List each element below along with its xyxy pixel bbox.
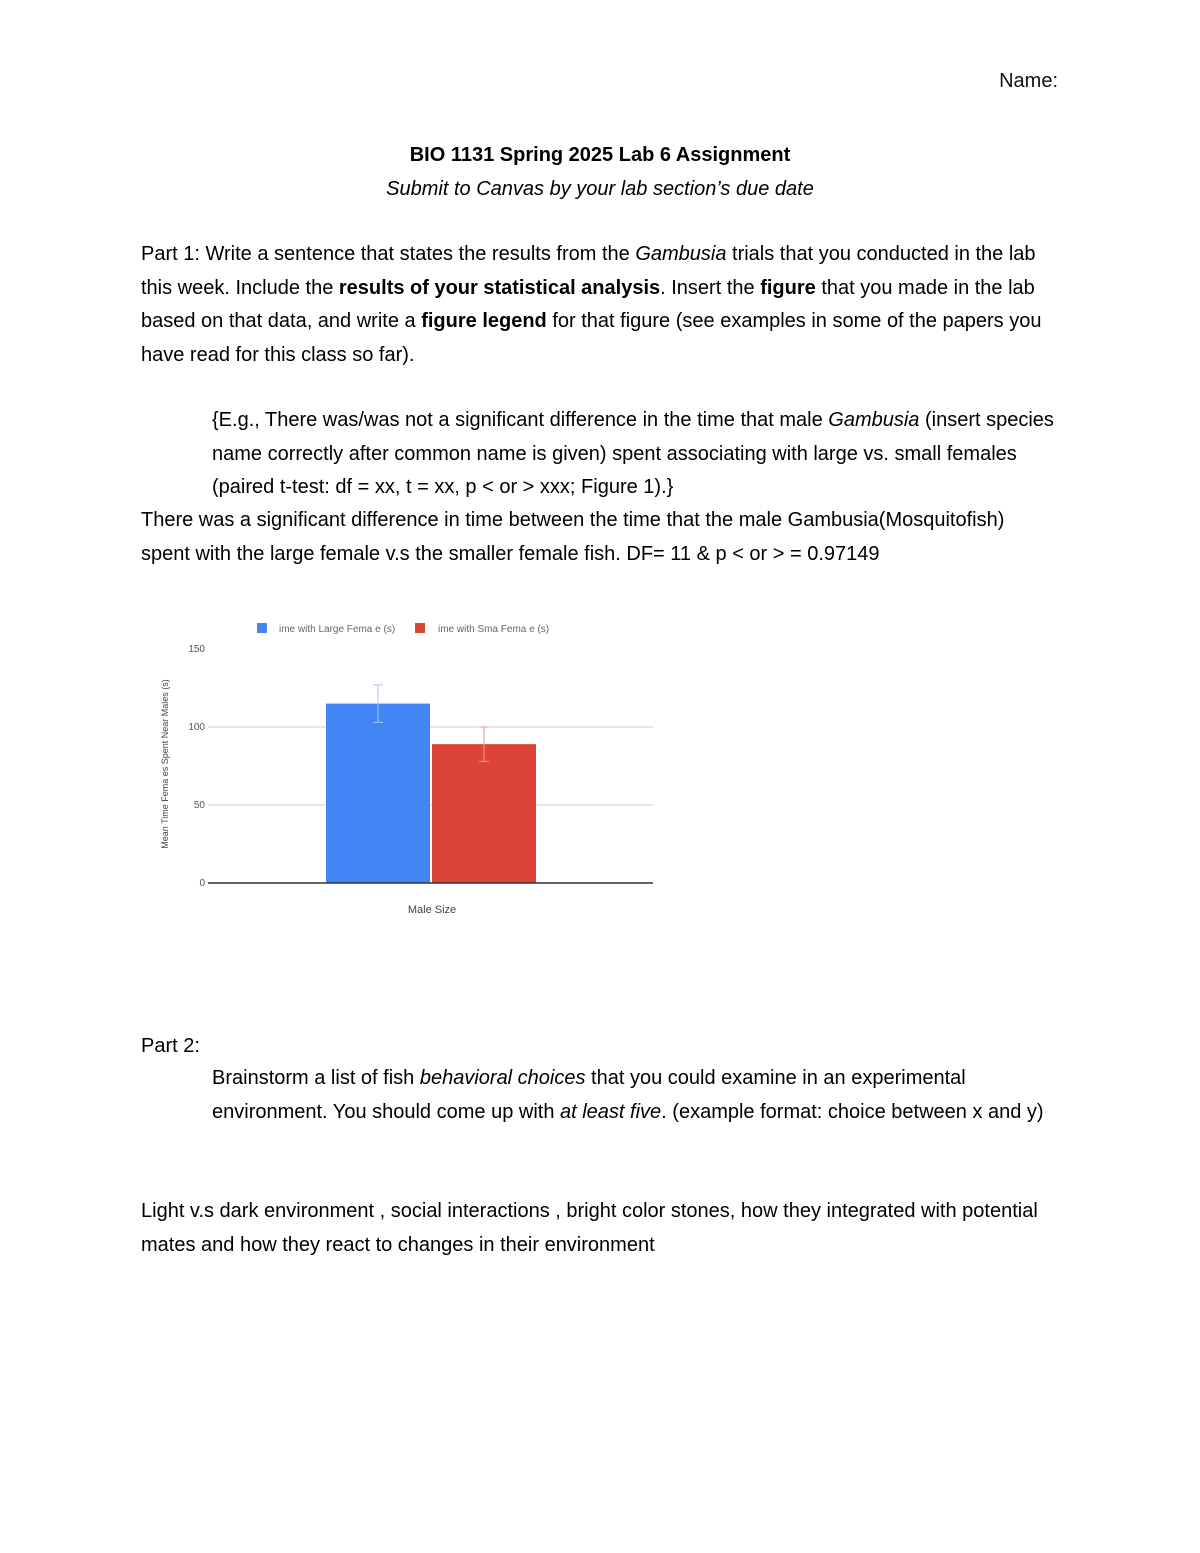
example-sentence xyxy=(212,404,1062,505)
bar-chart-svg xyxy=(150,612,670,927)
part1-text-3: trials that you conducted in the lab this week. Include the xyxy=(141,243,1036,299)
part2-text-5: . (example format: choice between x and y) xyxy=(661,1100,1044,1123)
legend-swatch-small xyxy=(415,623,425,633)
y-tick-label-50: 50 xyxy=(193,800,205,811)
example-genus: Gambusia xyxy=(828,409,920,431)
part1-text-1: Write a sentence that states the results from the xyxy=(199,243,636,265)
legend-label-small: ime with Sma Fema e (s) xyxy=(438,624,550,635)
name-label: Name: xyxy=(999,70,1058,92)
part1-bold-legend: figure legend xyxy=(421,310,547,332)
y-tick-label-0: 0 xyxy=(199,878,205,889)
legend-label-large: ime with Large Fema e (s) xyxy=(279,624,396,635)
y-tick-label-100: 100 xyxy=(188,722,205,733)
assignment-title: BIO 1131 Spring 2025 Lab 6 Assignment xyxy=(409,144,791,166)
y-axis-label: Mean Time Fema es Spent Near Males (s) xyxy=(160,679,170,849)
part1-bold-figure: figure xyxy=(760,276,816,299)
y-tick-labels xyxy=(188,644,205,889)
y-gridlines xyxy=(208,727,653,805)
x-axis-label: Male Size xyxy=(407,904,457,916)
example-text-1: {E.g., There was/was not a significant difference in the time that male xyxy=(212,409,829,431)
part2-italic-five: at least five xyxy=(560,1100,662,1123)
legend-swatch-large xyxy=(257,623,267,633)
part1-instructions xyxy=(141,238,1056,372)
bar-1 xyxy=(432,744,536,883)
assignment-subtitle: Submit to Canvas by your lab section’s due date xyxy=(386,178,814,200)
bars xyxy=(326,685,536,883)
part1-text-5: . Insert the xyxy=(660,276,761,299)
y-tick-label-150: 150 xyxy=(188,644,205,655)
part2-label: Part 2: xyxy=(141,1035,200,1057)
part1-genus: Gambusia xyxy=(635,243,727,265)
part1-answer: There was a significant difference in time between the time that the male Gambusia(Mosquitofish) spent with the large female v.s the smaller female fish. DF= 11 & p < or > = 0.97149 xyxy=(141,509,1005,565)
part2-italic-choices: behavioral choices xyxy=(419,1067,586,1089)
part1-label: Part 1: xyxy=(141,243,200,265)
part2-answer: Light v.s dark environment , social interactions , bright color stones, how they integrated with potential mates and how they react to changes in their environment xyxy=(141,1200,1038,1256)
bar-0 xyxy=(326,704,430,883)
part1-bold-stats: results of your statistical analysis xyxy=(338,276,661,299)
part2-instructions xyxy=(212,1062,1062,1129)
part2-text-1: Brainstorm a list of fish xyxy=(212,1067,420,1089)
bar-chart xyxy=(150,612,670,927)
part1-text-7: that you made in the lab based on that data, and write a xyxy=(141,276,1035,332)
part2-text-3: that you could examine in an experimental environment. You should come up with xyxy=(212,1067,966,1123)
example-text-3: (insert species name correctly after common name is given) spent associating with large vs. small females (paired t-test: df = xx, t = xx, p < or > xxx; Figure 1).} xyxy=(212,409,1054,498)
part1-text-9: for that figure (see examples in some of the papers you have read for this class so far). xyxy=(141,310,1042,366)
